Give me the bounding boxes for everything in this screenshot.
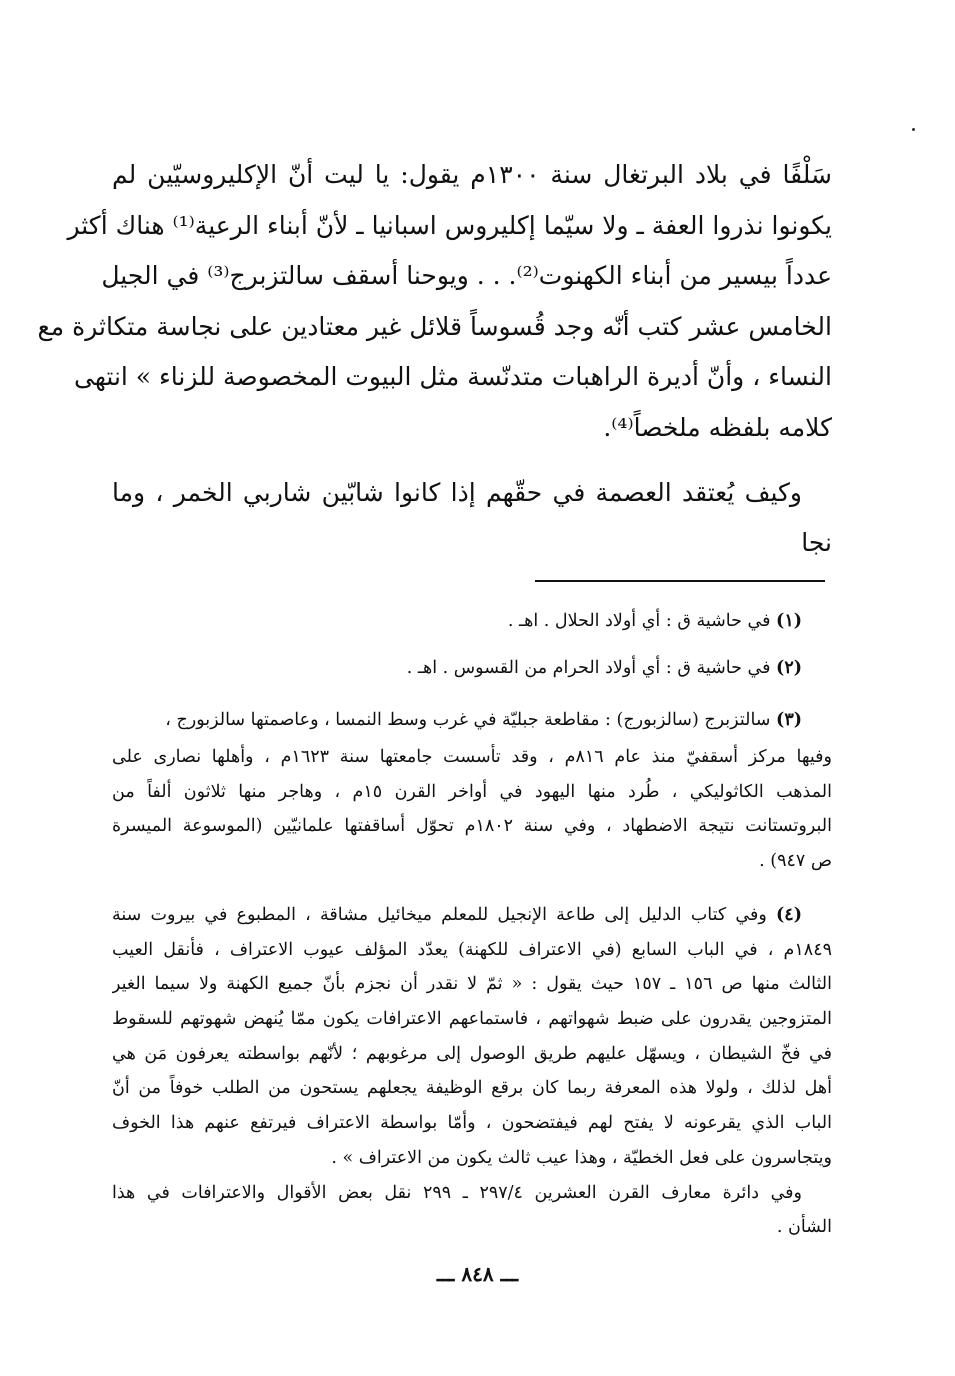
footnote-number: (٢) (776, 658, 802, 678)
margin-dot (912, 128, 915, 131)
footnote-text: في حاشية ق : أي أولاد الحلال . اهـ . (507, 611, 771, 631)
footnote-4 (112, 898, 832, 1245)
footnote-number: (١) (776, 611, 802, 631)
footnote-line: وفيها مركز أسقفيّ منذ عام ٨١٦م ، وقد تأسست جامعتها سنة ١٦٢٣م ، وأهلها نصارى على (112, 747, 832, 767)
footnote-line: ١٨٤٩م ، في الباب السابع (في الاعتراف للكهنة) يعدّد المؤلف عيوب الاعتراف ، فأنقل العيب (112, 939, 832, 960)
main-line: النساء ، وأنّ أديرة الراهبات متدنّسة مثل البيوت المخصوصة للزناء » انتهى (74, 362, 832, 391)
footnote-line: المذهب الكاثوليكي ، طُرد منها اليهود في أواخر القرن ١٥م ، وهاجر منها ثلاثون ألفاً من (112, 781, 832, 802)
main-line: يكونوا نذروا العفة ـ ولا سيّما إكليروس اسبانيا ـ لأنّ أبناء الرعية⁽¹⁾ هناك أكثر (67, 210, 832, 240)
footnote-line: في فخّ الشيطان ، ويسهّل عليهم طريق الوصول إلى مرغوبهم ؛ لأنّهم بواسطته يعرفون مَن هي (112, 1043, 832, 1064)
footnote-text: في حاشية ق : أي أولاد الحرام من القسوس . اهـ . (406, 658, 771, 678)
footnote-line: ص ٩٤٧) . (759, 851, 832, 872)
footnote-line: أهل لذلك ، ولولا هذه المعرفة ربما كان برقع الوظيفة يجعلهم يستحون من الطلب خوفاً من أنّ (112, 1078, 832, 1099)
second-paragraph (112, 468, 832, 568)
footnote-line: الباب الذي يقرعونه لا يفتح لهم فيفتضحون ، وأمّا بواسطة الاعتراف فيرتفع عنهم هذا الخوف (112, 1113, 832, 1134)
main-line: كلامه بلفظه ملخصاً⁽⁴⁾. (603, 412, 832, 442)
footnote-line: الثالث منها ص ١٥٦ ـ ١٥٧ حيث يقول : « ثمّ لا نقدر أن نجزم بأنّ جميع الكهنة ولا سيما الغير (112, 974, 832, 995)
footnote-number: (٤) (776, 905, 802, 925)
main-line: عدداً بيسير من أبناء الكهنوت⁽²⁾. . . ويوحنا أسقف سالتزبرج⁽³⁾ في الجيل (101, 261, 832, 290)
footnote-first-line (112, 700, 832, 740)
footnote-line: البروتستانت نتيجة الاضطهاد ، وفي سنة ١٨٠٢م تحوّل أساقفتها علمانيّين (الموسوعة الميسرة (112, 816, 832, 837)
footnote-text: وفي كتاب الدليل إلى طاعة الإنجيل للمعلم ميخائيل مشاقة ، المطبوع في بيروت سنة (112, 905, 767, 925)
footnote-1 (112, 601, 832, 641)
main-line: سَلْفًا في بلاد البرتغال سنة ١٣٠٠م يقول: يا ليت أنّ الإكليروسيّين لم (112, 160, 832, 189)
footnote-3 (112, 700, 832, 879)
footnote-text: سالتزبرج (سالزبورج) : مقاطعة جبليّة في غرب وسط النمسا ، وعاصمتها سالزبورج ، (165, 710, 771, 730)
footnote-first-line (112, 898, 832, 933)
footnote-number: (٣) (776, 710, 802, 730)
footnote-line: المتزوجين يقدرون على ضبط شهواتهم ، فاستماعهم الاعترافات يكون ممّا يُنهض شهوتهم للسقوط (112, 1009, 832, 1030)
page-number: ـــ ٨٤٨ ـــ (436, 1262, 519, 1286)
footnote-line: الشأن . (776, 1217, 832, 1238)
footnote-line: وفي دائرة معارف القرن العشرين ٢٩٧/٤ ـ ٢٩٩ نقل بعض الأقوال والاعترافات في هذا (112, 1182, 802, 1203)
main-paragraph (37, 150, 832, 453)
second-paragraph-text: وكيف يُعتقد العصمة في حقّهم إذا كانوا شابّين شاربي الخمر ، وما نجا (112, 478, 832, 557)
main-line: الخامس عشر كتب أنّه وجد قُسوساً قلائل غير معتادين على نجاسة متكاثرة مع (37, 311, 832, 341)
footnote-separator (535, 580, 825, 582)
footnote-2 (112, 648, 832, 688)
footnote-line: ويتجاسرون على فعل الخطيّة ، وهذا عيب ثالث يكون من الاعتراف » . (331, 1147, 832, 1168)
